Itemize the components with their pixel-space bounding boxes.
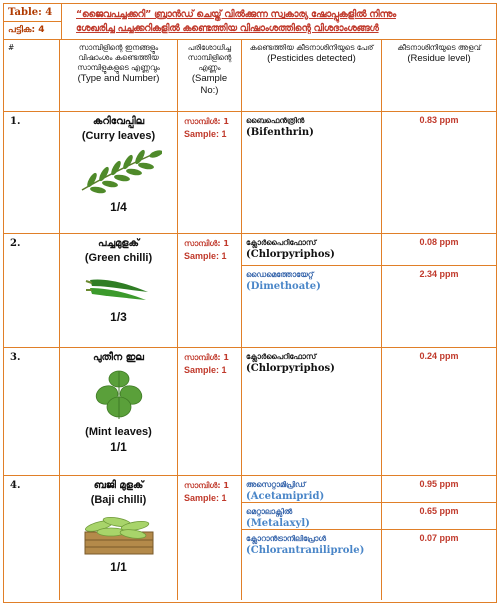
residue-cell	[382, 112, 496, 233]
title-line-2: ശേഖരിച്ച പച്ചക്കറികളിൽ കണ്ടെത്തിയ വിഷാംശത്തിന്റെ വിശദാംശങ്ങൾ	[76, 23, 379, 34]
title-line-1: “ജൈവപച്ചക്കറി” ബ്രാൻഡ് ചെയ്ത് വിൽക്കുന്ന സ്വകാര്യ ഷോപ്പുകളിൽ നിന്നും	[76, 9, 396, 20]
pesticide-entry: ക്ലോർപൈറിഫോസ് (Chlorpyriphos)	[246, 352, 335, 374]
col-header-type: സാമ്പിളിന്റെ ഇനങ്ങളും വിഷാംശം കണ്ടെത്തിയ സാമ്പിളുകളുടെ എണ്ണവും (Type and Number)	[60, 40, 178, 111]
row-number: 2.	[4, 234, 60, 347]
residue-cell	[382, 348, 496, 475]
pesticide-entry: അസെറ്റാമിപ്രിഡ് (Acetamiprid)	[242, 476, 381, 503]
pesticide-cell	[242, 234, 382, 347]
column-header-row	[4, 40, 496, 112]
residue-value: 0.08 ppm	[382, 234, 496, 266]
mint-leaves-image	[91, 367, 147, 423]
vegetable-cell: പുതീന ഇല (Mint leaves) 1/1	[60, 348, 178, 475]
vegetable-cell: ബജി മുളക് (Baji chilli) 1/1	[60, 476, 178, 600]
residue-value: 0.24 ppm	[419, 351, 459, 361]
vegetable-cell: പച്ചമുളക് (Green chilli) 1/3	[60, 234, 178, 347]
residue-value: 0.83 ppm	[419, 115, 459, 125]
pesticide-cell	[242, 476, 382, 600]
sample-cell: സാമ്പിൾ: 1 Sample: 1	[178, 476, 242, 600]
residue-value: 0.07 ppm	[419, 533, 459, 543]
table-number-box	[4, 4, 62, 40]
table-row	[4, 234, 496, 348]
residue-value: 0.65 ppm	[382, 503, 496, 530]
pesticide-entry: മെറ്റാലാക്സിൽ (Metalaxyl)	[242, 503, 381, 530]
table-title	[62, 4, 496, 40]
row-number: 1.	[4, 112, 60, 233]
col-header-pesticide: കണ്ടെത്തിയ കീടനാശിനിയുടെ പേര് (Pesticides detected)	[242, 40, 382, 111]
pesticide-cell	[242, 348, 382, 475]
col-header-residue: കീടനാശിനിയുടെ അളവ് (Residue level)	[397, 43, 481, 64]
green-chilli-image	[84, 268, 154, 308]
row-number: 3.	[4, 348, 60, 475]
sample-cell: സാമ്പിൾ: 1 Sample: 1	[178, 234, 242, 347]
table-row	[4, 348, 496, 476]
vegetable-cell: കറിവേപ്പില (Curry leaves) 1/4	[60, 112, 178, 233]
residue-value: 2.34 ppm	[419, 269, 459, 279]
pesticide-residue-table	[3, 3, 497, 603]
pesticide-entry: ഡൈമെത്തോയേറ്റ് (Dimethoate)	[246, 270, 321, 292]
sample-cell: സാമ്പിൾ: 1 Sample: 1	[178, 112, 242, 233]
data-grid	[4, 40, 496, 600]
residue-cell	[382, 234, 496, 347]
table-number-en: Table: 4	[4, 4, 61, 22]
baji-chilli-image	[81, 510, 157, 558]
pesticide-entry: ക്ലോറാൻട്രാനിലിപ്രോൾ (Chlorantraniliprole)	[246, 534, 365, 556]
row-number: 4.	[4, 476, 60, 600]
residue-value: 0.95 ppm	[382, 476, 496, 503]
sample-cell: സാമ്പിൾ: 1 Sample: 1	[178, 348, 242, 475]
table-row	[4, 476, 496, 600]
pesticide-cell	[242, 112, 382, 233]
curry-leaves-image	[76, 146, 162, 198]
pesticide-entry: ബൈഫെൻത്രിൻ (Bifenthrin)	[246, 116, 314, 138]
table-number-ml: പട്ടിക: 4	[8, 25, 45, 35]
residue-cell	[382, 476, 496, 600]
table-row	[4, 112, 496, 234]
col-header-sample: പരിശോധിച്ച സാമ്പിളിന്റെ എണ്ണം (Sample No:)	[178, 40, 242, 111]
col-header-number: #	[4, 40, 60, 111]
pesticide-entry: ക്ലോർപൈറിഫോസ് (Chlorpyriphos)	[242, 234, 381, 266]
